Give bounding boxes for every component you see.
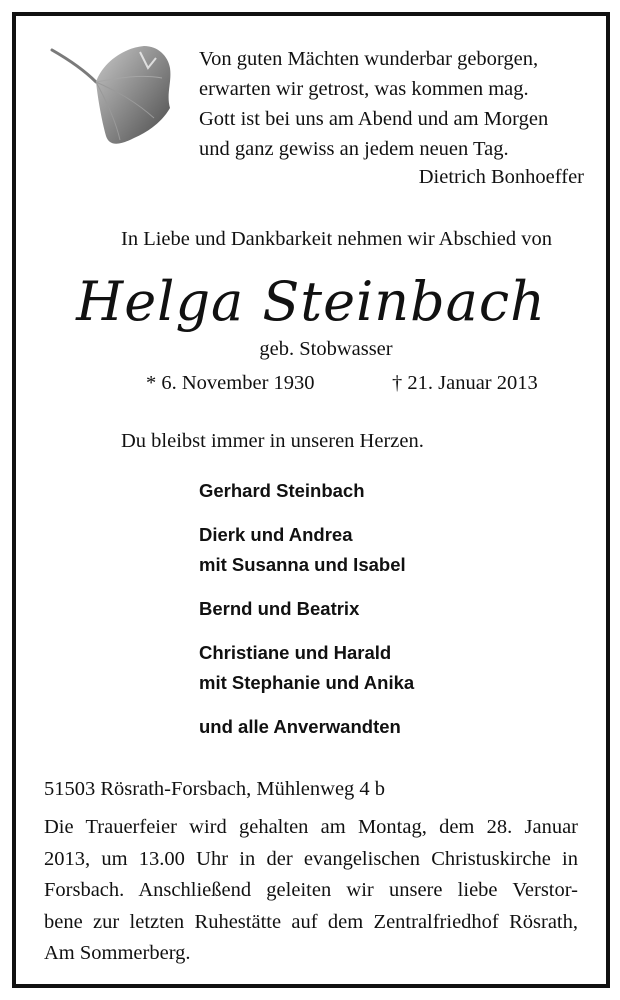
mourner-group [199,594,414,624]
poem-line: Von guten Mächten wunderbar geborgen, [199,48,539,70]
poem-author: Dietrich Bonhoeffer [418,166,584,188]
mourner-name: Gerhard Steinbach [199,480,365,501]
funeral-line: Am Sommerberg. [44,942,191,964]
mourner-group [199,476,414,506]
mourner-name: mit Susanna und Isabel [199,554,406,575]
poem-line: erwarten wir getrost, was kommen mag. [199,78,529,100]
mourner-name: Bernd und Beatrix [199,598,360,619]
funeral-notice [44,812,578,970]
farewell-intro: In Liebe und Dankbarkeit nehmen wir Abschied von [121,228,552,250]
obituary-card [12,12,610,988]
poem [199,44,579,164]
address: 51503 Rösrath-Forsbach, Mühlenweg 4 b [44,778,386,800]
mourner-name: Christiane und Harald [199,642,392,663]
mourner-group [199,520,414,580]
motto: Du bleibst immer in unseren Herzen. [121,430,424,452]
mourner-name: mit Stephanie und Anika [199,672,415,693]
funeral-line: Forsbach. Anschließend geleiten wir unsere liebe Verstor- [44,879,578,901]
mourner-name: und alle Anverwandten [199,716,401,737]
funeral-line: bene zur letzten Ruhestätte auf dem Zentralfriedhof Rösrath, [44,910,578,933]
birth-date: * 6. November 1930 [146,372,315,394]
mourners-list [199,476,414,756]
mourner-name: Dierk und Andrea [199,524,353,545]
ginkgo-leaf-icon [44,38,174,148]
poem-line: Gott ist bei uns am Abend und am Morgen [199,108,549,130]
maiden-name: geb. Stobwasser [259,338,393,360]
deceased-name: Helga Steinbach [76,270,546,333]
funeral-line: 2013, um 13.00 Uhr in der evangelischen Christuskirche in [44,847,578,870]
funeral-line: Die Trauerfeier wird gehalten am Montag, dem 28. Januar [44,816,578,838]
poem-line: und ganz gewiss an jedem neuen Tag. [199,138,509,160]
mourner-group [199,712,414,742]
death-date: † 21. Januar 2013 [392,372,538,394]
mourner-group [199,638,414,698]
